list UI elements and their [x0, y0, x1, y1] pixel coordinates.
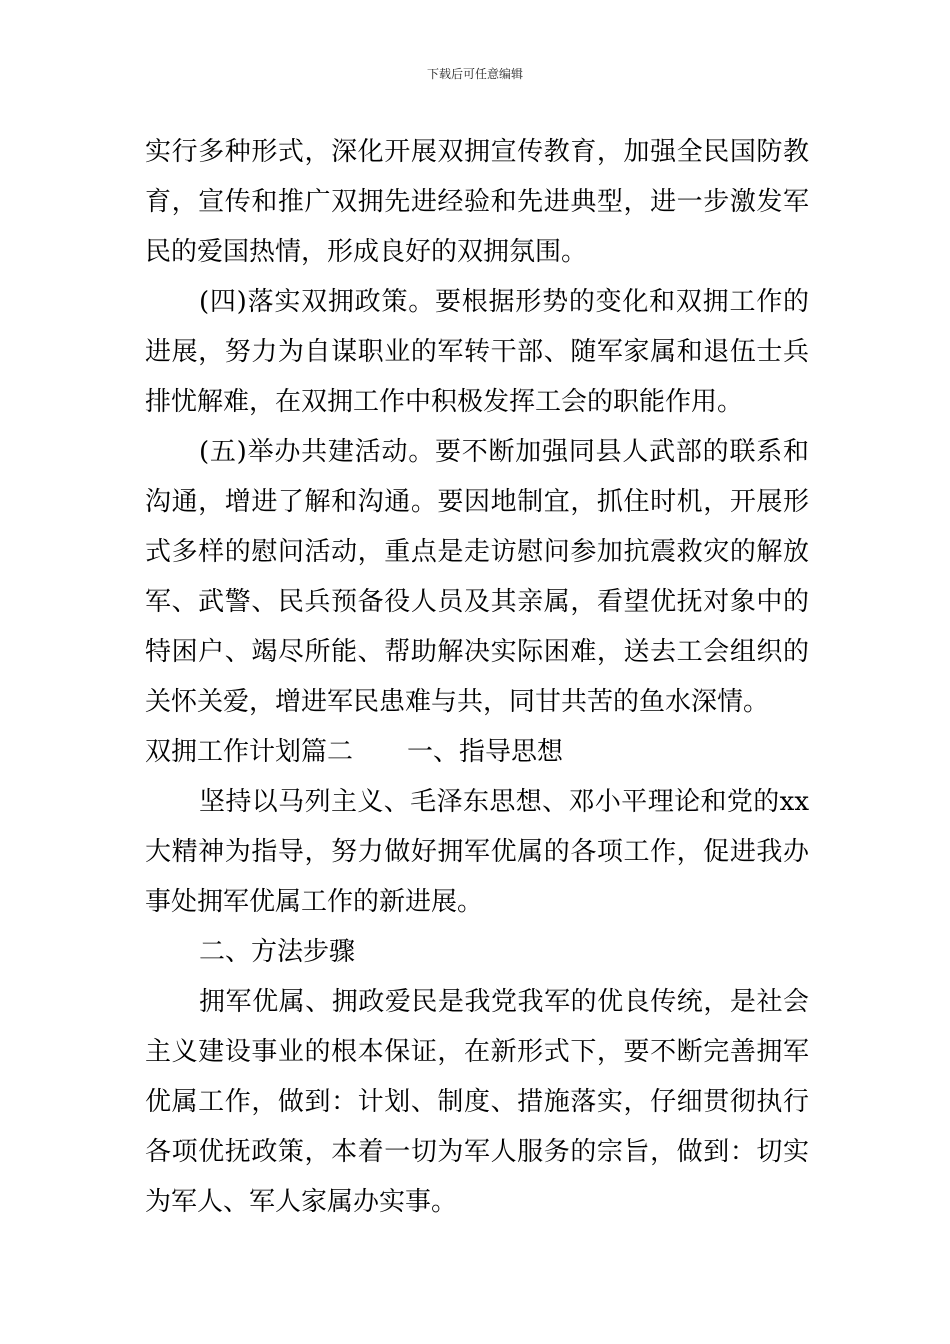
subheading-line: 二、方法步骤 — [199, 937, 356, 967]
text-line: 民的爱国热情，形成良好的双拥氛围。 — [145, 237, 588, 267]
text-line: (五)举办共建活动。要不断加强同县人武部的联系和 — [199, 437, 809, 467]
text-line: 各项优抚政策，本着一切为军人服务的宗旨，做到：切实 — [145, 1137, 809, 1167]
section-title: 双拥工作计划篇二 — [145, 737, 354, 767]
text-line: 大精神为指导，努力做好拥军优属的各项工作，促进我办 — [145, 837, 809, 867]
text-line: 进展，努力为自谋职业的军转干部、随军家属和退伍士兵 — [145, 337, 809, 367]
text-line: 军、武警、民兵预备役人员及其亲属，看望优抚对象中的 — [145, 587, 809, 617]
paragraph-4 — [145, 777, 809, 927]
text-line: 主义建设事业的根本保证，在新形式下，要不断完善拥军 — [145, 1037, 809, 1067]
text-line: 沟通，增进了解和沟通。要因地制宜，抓住时机，开展形 — [145, 487, 809, 517]
text-line: 优属工作，做到：计划、制度、措施落实，仔细贯彻执行 — [145, 1087, 809, 1117]
text-line: 为军人、军人家属办实事。 — [145, 1187, 458, 1217]
text-line: 特困户、竭尽所能、帮助解决实际困难，送去工会组织的 — [145, 637, 809, 667]
text-line: 坚持以马列主义、毛泽东思想、邓小平理论和党的xx — [199, 787, 809, 817]
paragraph-1 — [145, 127, 809, 277]
text-line: 育，宣传和推广双拥先进经验和先进典型，进一步激发军 — [145, 187, 809, 217]
text-line: 排忧解难，在双拥工作中积极发挥工会的职能作用。 — [145, 387, 744, 417]
text-line: 关怀关爱，增进军民患难与共，同甘共苦的鱼水深情。 — [145, 687, 770, 717]
paragraph-6 — [145, 977, 809, 1227]
text-line: (四)落实双拥政策。要根据形势的变化和双拥工作的 — [199, 287, 809, 317]
page-header: 下载后可任意编辑 — [426, 67, 523, 81]
text-line: 式多样的慰问活动，重点是走访慰问参加抗震救灾的解放 — [145, 537, 809, 567]
paragraph-2 — [145, 277, 809, 427]
section-subtitle: 一、指导思想 — [407, 737, 564, 767]
text-line: 拥军优属、拥政爱民是我党我军的优良传统，是社会 — [199, 987, 809, 1017]
paragraph-5 — [145, 927, 809, 977]
text-line: 事处拥军优属工作的新进展。 — [145, 887, 484, 917]
paragraph-3 — [145, 427, 809, 727]
text-line: 实行多种形式，深化开展双拥宣传教育，加强全民国防教 — [145, 137, 809, 167]
section-heading — [145, 727, 809, 777]
document-body — [145, 127, 809, 1227]
